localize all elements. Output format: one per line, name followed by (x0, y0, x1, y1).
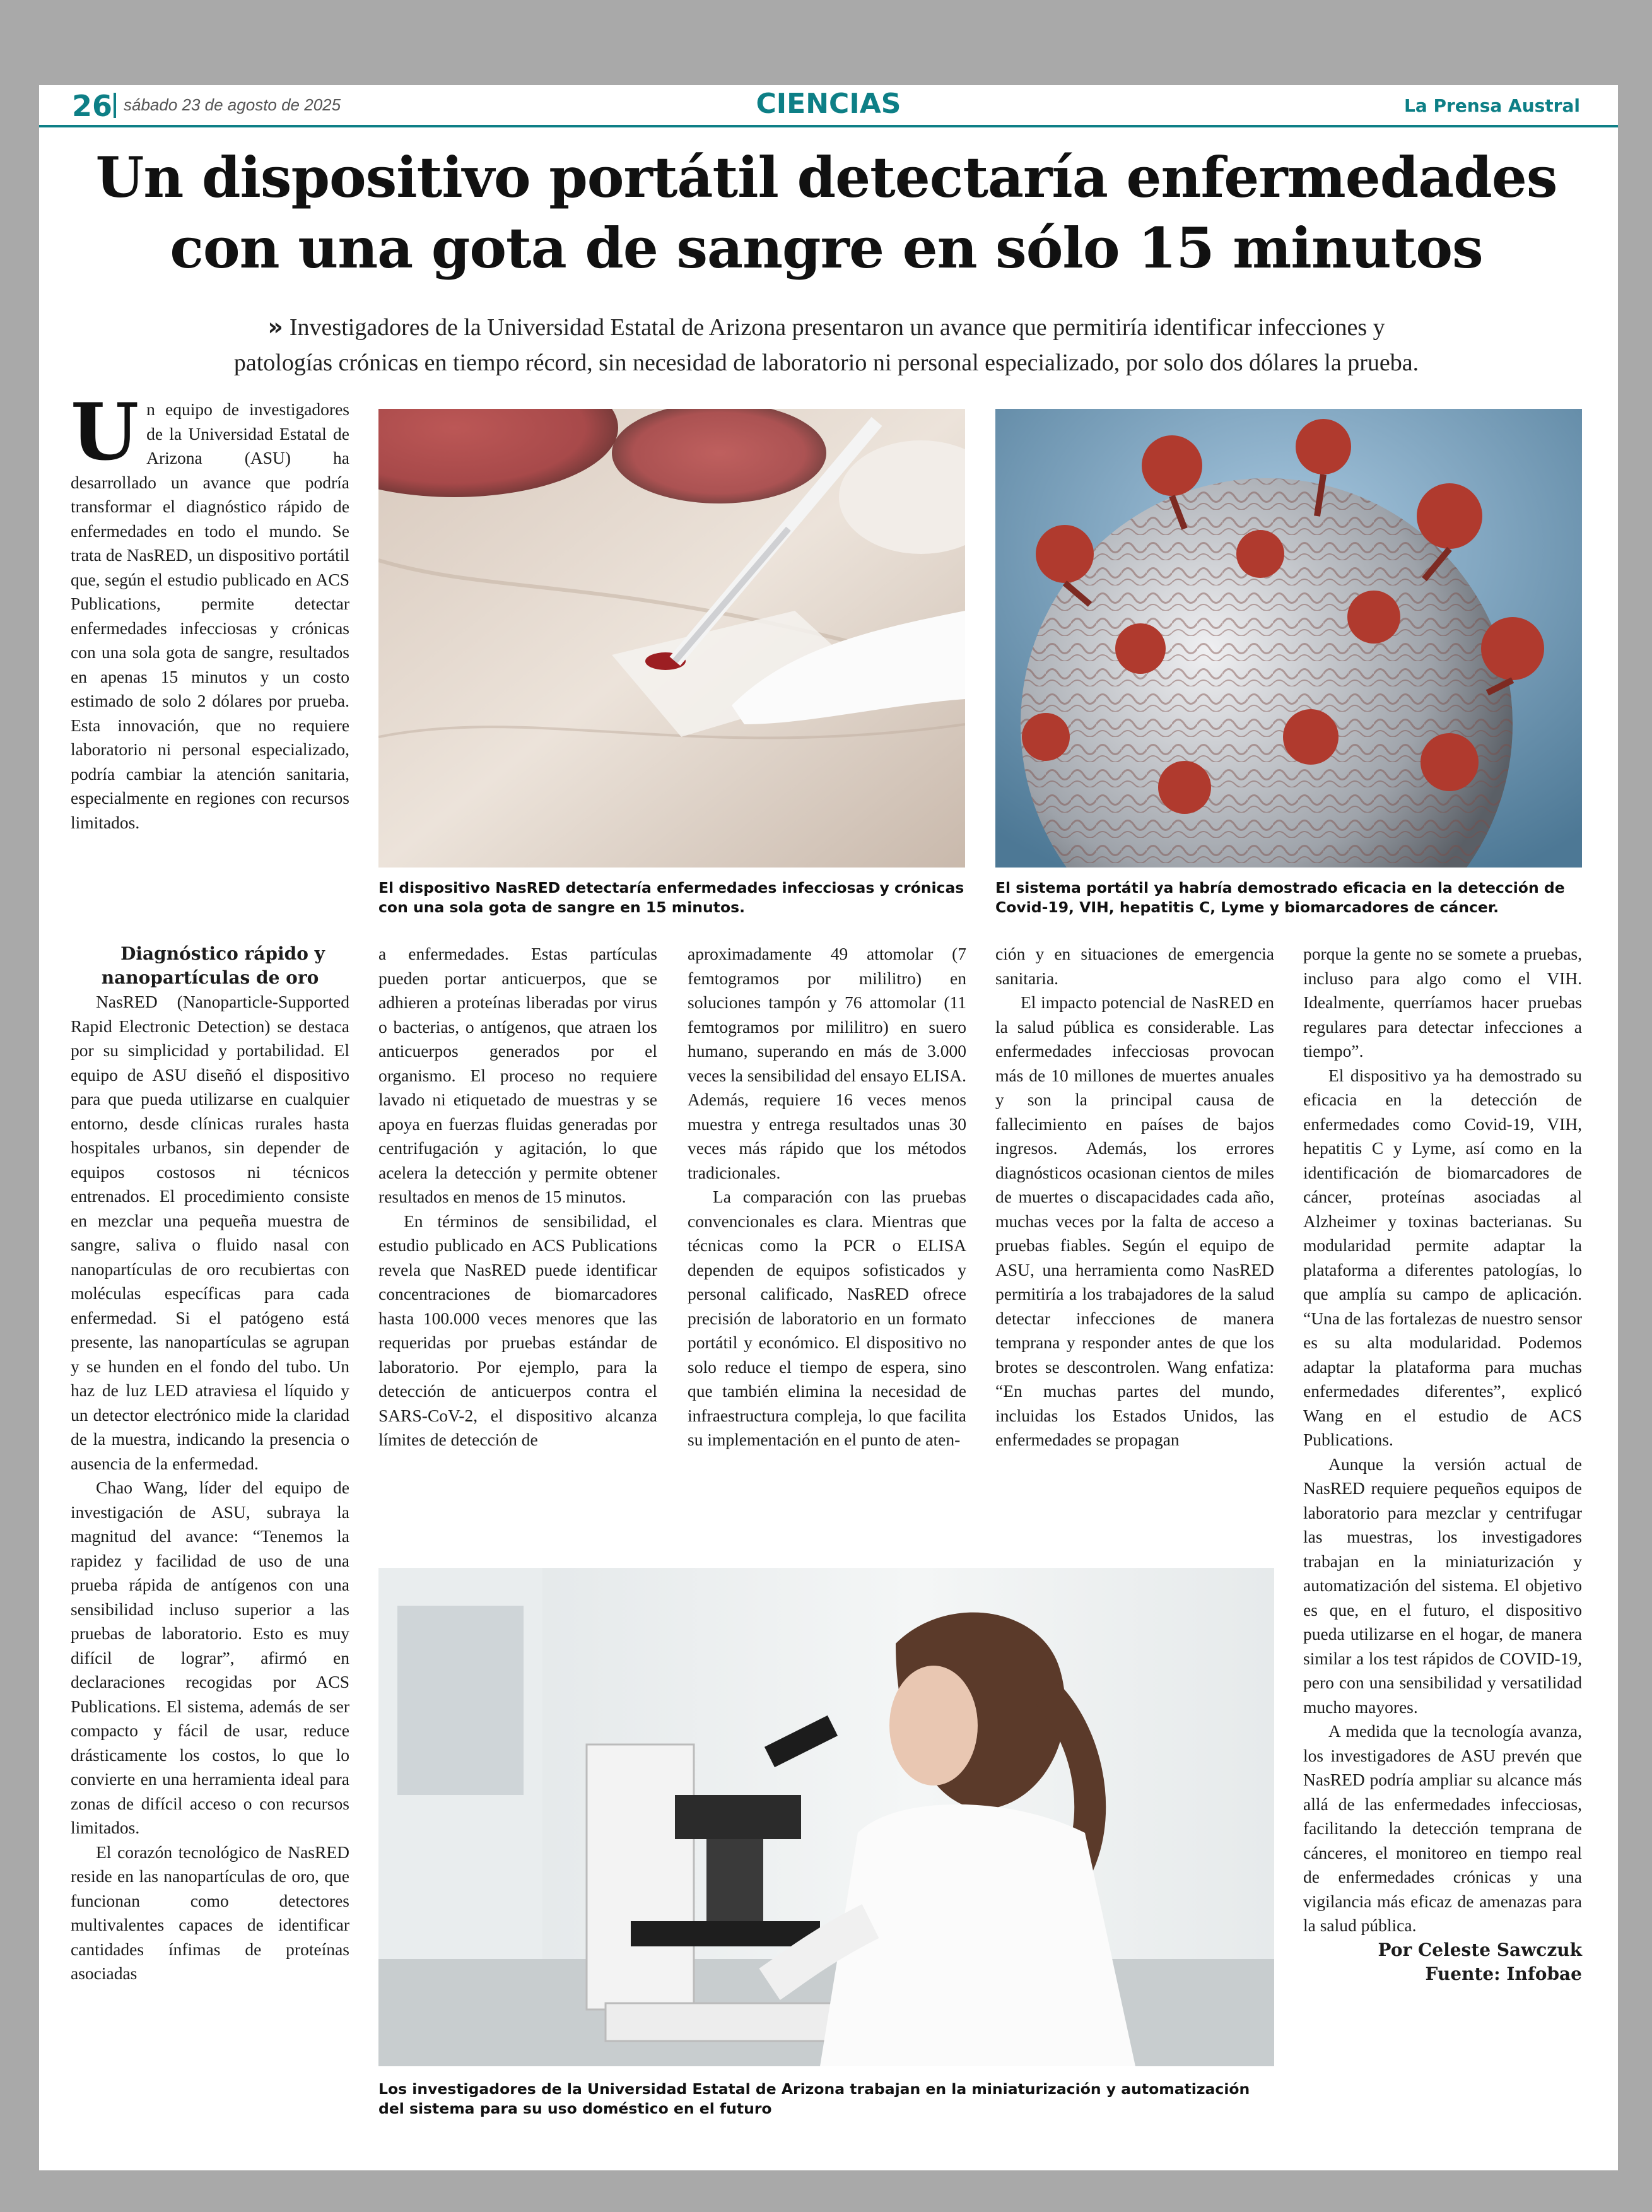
column-2 (378, 942, 657, 1452)
paragraph: A medida que la tecnología avanza, los investigadores de ASU prevén que NasRED podría ampliar su alcance más allá de las enfermedades infecciosas, facilitando la detección temprana de cánceres, el monitoreo en tiempo real de enfermedades crónicas y una vigilancia más eficaz de amenazas para la salud pública. (1303, 1721, 1582, 1935)
issue-date: sábado 23 de agosto de 2025 (124, 95, 341, 114)
paragraph: Aunque la versión actual de NasRED requiere pequeños equipos de laboratorio para mezclar y centrifugar las muestras, los investigadores trabajan en la miniaturización y automatización del sistema. El objetivo es que, en el futuro, el dispositivo pueda utilizarse en el hogar, de manera similar a los test rápidos de COVID-19, pero con una sensibilidad y versatilidad mucho mayores. (1303, 1454, 1582, 1717)
section-name: CIENCIAS (756, 88, 901, 120)
page-number: 26 (72, 89, 113, 123)
headline-line-1: Un dispositivo portátil detectaría enfermedades (95, 144, 1557, 210)
column-1-body (71, 942, 349, 1986)
photo-caption-virus: El sistema portátil ya habría demostrado eficacia en la detección de Covid-19, VIH, hepatitis C, Lyme y biomarcadores de cáncer. (995, 879, 1565, 916)
paragraph: porque la gente no se somete a pruebas, incluso para algo como el VIH. Idealmente, querríamos hacer pruebas regulares para detectar infecciones a tiempo”. (1303, 944, 1582, 1061)
photo-blood-sample (378, 409, 965, 868)
article-deck (139, 309, 1514, 380)
deck-line-2: patologías crónicas en tiempo récord, sin necesidad de laboratorio ni personal especializado, por solo dos dólares la prueba. (233, 350, 1419, 376)
subheading: Diagnóstico rápido y nanopartículas de oro (101, 943, 325, 988)
photo-caption-blood: El dispositivo NasRED detectaría enfermedades infecciosas y crónicas con una sola gota de sangre en 15 minutos. (378, 879, 964, 916)
paragraph-intro: n equipo de investigadores de la Universidad Estatal de Arizona (ASU) ha desarrollado un avance que podría transformar el diagnóstico rápido de enfermedades en todo el mundo. Se trata de NasRED, un dispositivo portátil que, según el estudio publicado en ACS Publications, permite detectar enfermedades infecciosas y crónicas con una sola gota de sangre, resultados en apenas 15 minutos y un costo estimado de solo 2 dólares por prueba. Esta innovación, que no requiere laboratorio ni personal especializado, podría cambiar la atención sanitaria, especialmente en regiones con recursos limitados. (71, 399, 349, 832)
source-credit: Fuente: Infobae (1425, 1963, 1582, 1984)
column-5 (1303, 942, 1582, 1986)
paragraph: aproximadamente 49 attomolar (7 femtogramos por mililitro) en soluciones tampón y 76 attomolar (11 femtogramos por mililitro) en suero humano, superando en más de 3.000 veces la sensibilidad del ensayo ELISA. Además, requiere 16 veces menos muestra y entrega resultados unas 30 veces más rápido que los métodos tradicionales. (688, 944, 966, 1182)
blood-sample-illustration (378, 409, 965, 868)
headline (76, 142, 1577, 283)
drop-cap: U (71, 387, 139, 478)
paragraph: En términos de sensibilidad, el estudio publicado en ACS Publications revela que NasRED puede identificar concentraciones de biomarcadores hasta 100.000 veces menores que las requeridas por pruebas estándar de laboratorio. Por ejemplo, para la detección de anticuerpos contra el SARS-CoV-2, el dispositivo alcanza límites de detección de (378, 1211, 657, 1449)
column-3 (688, 942, 966, 1452)
paragraph: El dispositivo ya ha demostrado su eficacia en la detección de enfermedades como Covid-19, VIH, hepatitis C y Lyme, así como en la identificación de biomarcadores de cáncer, proteínas asociadas al Alzheimer y toxinas bacterianas. Su modularidad permite adaptar la plataforma a diferentes patologías, lo que amplía su campo de aplicación. “Una de las fortalezas de nuestro sensor es su alta modularidad. Podemos adaptar la plataforma para muchas enfermedades diferentes”, explicó Wang en el estudio de ACS Publications. (1303, 1065, 1582, 1449)
double-chevron-right-icon: » (267, 313, 283, 341)
deck-line-1: Investigadores de la Universidad Estatal de Arizona presentaron un avance que permitiría identificar infecciones y (289, 314, 1385, 341)
lab-researcher-illustration (378, 1568, 1274, 2066)
paragraph: La comparación con las pruebas convencionales es clara. Mientras que técnicas como la PCR o ELISA dependen de equipos sofisticados y personal calificado, NasRED ofrece precisión de laboratorio en un formato portátil y económico. El dispositivo no solo reduce el tiempo de espera, sino que también elimina la necesidad de infraestructura compleja, lo que facilita su implementación en el punto de aten- (688, 1187, 966, 1449)
column-4 (995, 942, 1274, 1452)
paragraph: El impacto potencial de NasRED en la salud pública es considerable. Las enfermedades infecciosas provocan más de 10 millones de muertes anuales y son la principal causa de fallecimiento en países de bajos ingresos. Además, los errores diagnósticos ocasionan cientos de miles de muertes o discapacidades cada año, muchas veces por la falta de acceso a pruebas fiables. Según el equipo de ASU, una herramienta como NasRED permitiría a los trabajadores de la salud detectar infecciones de manera temprana y responder antes de que los brotes se descontrolen. Wang enfatiza: “En muchas partes del mundo, incluidas los Estados Unidos, las enfermedades se propagan (995, 992, 1274, 1449)
page-header (39, 85, 1618, 123)
header-rule (39, 125, 1618, 127)
photo-caption-lab: Los investigadores de la Universidad Estatal de Arizona trabajan en la miniaturización y automatización del sistema para su uso doméstico en el futuro (378, 2080, 1250, 2117)
photo-virus (995, 409, 1582, 868)
photo-lab-researcher (378, 1568, 1274, 2066)
byline: Por Celeste Sawczuk (1378, 1939, 1582, 1960)
paragraph: NasRED (Nanoparticle-Supported Rapid Electronic Detection) se destaca por su simplicidad y portabilidad. El equipo de ASU diseñó el dispositivo para que pueda utilizarse en cualquier entorno, desde clínicas rurales hasta hospitales urbanos, sin depender de equipos costosos ni técnicos entrenados. El procedimiento consiste en mezclar una pequeña muestra de sangre, saliva o fluido nasal con nanopartículas de oro recubiertas con moléculas específicas para cada enfermedad. Si el patógeno está presente, las nanopartículas se agrupan y se hunden en el fondo del tubo. Un haz de luz LED atraviesa el líquido y un detector electrónico mide la claridad de la muestra, indicando la presencia o ausencia de la enfermedad. (71, 992, 349, 1473)
column-1-intro (71, 387, 349, 835)
paragraph: ción y en situaciones de emergencia sanitaria. (995, 944, 1274, 988)
paragraph: Chao Wang, líder del equipo de investigación de ASU, subraya la magnitud del avance: “Tenemos la rapidez y facilidad de uso de una prueba rápida de antígenos con una sensibilidad incluso superior a las pruebas de laboratorio. Esto es muy difícil de lograr”, afirmó en declaraciones recogidas por ACS Publications. El sistema, además de ser compacto y fácil de usar, reduce drásticamente los costos, lo que lo convierte en una herramienta ideal para zonas de difícil acceso o con recursos limitados. (71, 1478, 349, 1837)
paragraph: a enfermedades. Estas partículas pueden portar anticuerpos, que se adhieren a proteínas liberadas por virus o bacterias, o antígenos, que atraen los anticuerpos generados por el organismo. El proceso no requiere lavado ni etiquetado de muestras y se apoya en fuerzas fluidas generadas por centrifugación y agitación, lo que acelera la detección y permite obtener resultados en menos de 15 minutos. (378, 944, 657, 1206)
paragraph: El corazón tecnológico de NasRED reside en las nanopartículas de oro, que funcionan como detectores multivalentes capaces de identificar cantidades ínfimas de proteínas asociadas (71, 1842, 349, 1983)
headline-line-2: con una gota de sangre en sólo 15 minutos (170, 215, 1483, 281)
newspaper-name: La Prensa Austral (1403, 95, 1580, 116)
virus-illustration (995, 409, 1582, 868)
